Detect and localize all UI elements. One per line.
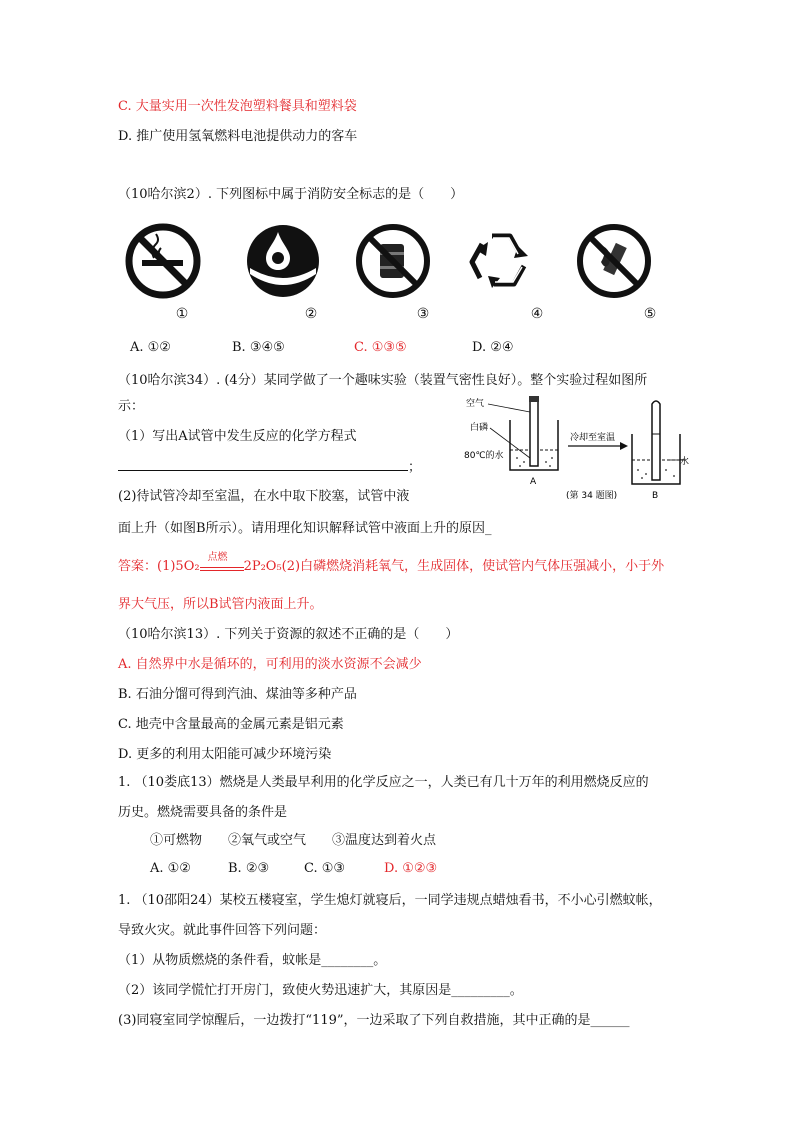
question-34-part2-line2: 面上升（如图B所示）。请用理化知识解释试管中液面上升的原因_ xyxy=(118,521,492,536)
answer-line2: 界大气压，所以B试管内液面上升。 xyxy=(118,597,323,612)
q13-option-d: D. 更多的利用太阳能可减少环境污染 xyxy=(118,747,332,762)
loudi-option-b: B. ②③ xyxy=(228,861,270,876)
no-barrel-sign-icon xyxy=(354,222,432,300)
shaoyang-question-line1: 1. （10邵阳24）某校五楼寝室，学生熄灯就寝后，一同学违规点蜡烛看书，不小心引燃蚊帐， xyxy=(118,893,662,908)
answer-blank-line xyxy=(118,456,421,477)
sign-number-2: ② xyxy=(304,306,318,322)
loudi-option-d: D. ①②③ xyxy=(384,861,438,876)
option-c-text: C. 大量实用一次性发泡塑料餐具和塑料袋 xyxy=(118,99,357,114)
label-phosphorus: 白磷 xyxy=(470,423,489,433)
signs-option-a: A. ①② xyxy=(130,340,171,355)
signs-option-c: C. ①③⑤ xyxy=(354,340,407,355)
shaoyang-part1: （1）从物质燃烧的条件看，蚊帐是________。 xyxy=(118,953,387,968)
equation-arrow xyxy=(200,552,244,576)
label-water-temp: 80℃的水 xyxy=(464,451,504,461)
question-34-line1: （10哈尔滨34）. (4分）某同学做了一个趣味实验（装置气密性良好）。整个实验过程如图所 xyxy=(118,373,648,388)
question-signs: （10哈尔滨2）. 下列图标中属于消防安全标志的是（ ） xyxy=(118,187,464,202)
q13-option-c: C. 地壳中含量最高的金属元素是铝元素 xyxy=(118,717,344,732)
label-a: A xyxy=(530,477,537,487)
label-b: B xyxy=(652,491,659,501)
no-smoking-sign-icon xyxy=(124,222,202,300)
experiment-figure xyxy=(462,394,690,504)
label-water: 水 xyxy=(680,457,690,467)
equation-left: 5O₂ xyxy=(175,559,200,574)
answer-line1 xyxy=(118,552,665,576)
loudi-option-a: A. ①② xyxy=(150,861,191,876)
answer-explanation: (2)白磷燃烧消耗氧气，生成固体，使试管内气体压强减小，小于外 xyxy=(281,559,665,574)
equation-condition: 点燃 xyxy=(207,552,228,563)
sign-number-4: ④ xyxy=(530,306,544,322)
recycle-sign-icon xyxy=(462,222,540,300)
q13-option-a: A. 自然界中水是循环的，可利用的淡水资源不会减少 xyxy=(118,657,422,672)
sign-number-5: ⑤ xyxy=(643,306,657,322)
shaoyang-question-line2: 导致火灾。就此事件回答下列问题： xyxy=(118,923,327,938)
loudi-conditions: ①可燃物 ②氧气或空气 ③温度达到着火点 xyxy=(150,833,437,848)
shaoyang-part3: (3)同寝室同学惊醒后，一边拨打“119”，一边采取了下列自救措施，其中正确的是______ xyxy=(118,1013,630,1028)
loudi-option-c: C. ①③ xyxy=(304,861,346,876)
water-drop-sign-icon xyxy=(244,222,322,300)
signs-option-b: B. ③④⑤ xyxy=(232,340,285,355)
sign-number-1: ① xyxy=(175,306,189,322)
loudi-question-line2: 历史。燃烧需要具备的条件是 xyxy=(118,805,288,820)
equation-right: 2P₂O₅ xyxy=(243,559,282,574)
loudi-question-line1: 1. （10娄底13）燃烧是人类最早利用的化学反应之一，人类已有几十万年的利用燃烧反应的 xyxy=(118,775,649,790)
question-34-line2: 示： xyxy=(118,399,145,414)
label-air: 空气 xyxy=(466,399,485,409)
question-34-part1: （1）写出A试管中发生反应的化学方程式 xyxy=(118,429,357,444)
question-13: （10哈尔滨13）. 下列关于资源的叙述不正确的是（ ） xyxy=(118,627,459,642)
answer-label: 答案：(1) xyxy=(118,559,176,574)
label-cool: 冷却至室温 xyxy=(570,433,616,443)
option-d-text: D. 推广使用氢氧燃料电池提供动力的客车 xyxy=(118,129,358,144)
figure-caption: (第 34 题图) xyxy=(566,491,618,501)
no-lighter-sign-icon xyxy=(575,222,653,300)
sign-number-3: ③ xyxy=(416,306,430,322)
q13-option-b: B. 石油分馏可得到汽油、煤油等多种产品 xyxy=(118,687,357,702)
semicolon: ； xyxy=(408,460,422,475)
shaoyang-part2: （2）该同学慌忙打开房门，致使火势迅速扩大，其原因是_________。 xyxy=(118,983,523,998)
signs-option-d: D. ②④ xyxy=(472,340,514,355)
question-34-part2-line1: (2)待试管冷却至室温，在水中取下胶塞，试管中液 xyxy=(118,489,410,504)
